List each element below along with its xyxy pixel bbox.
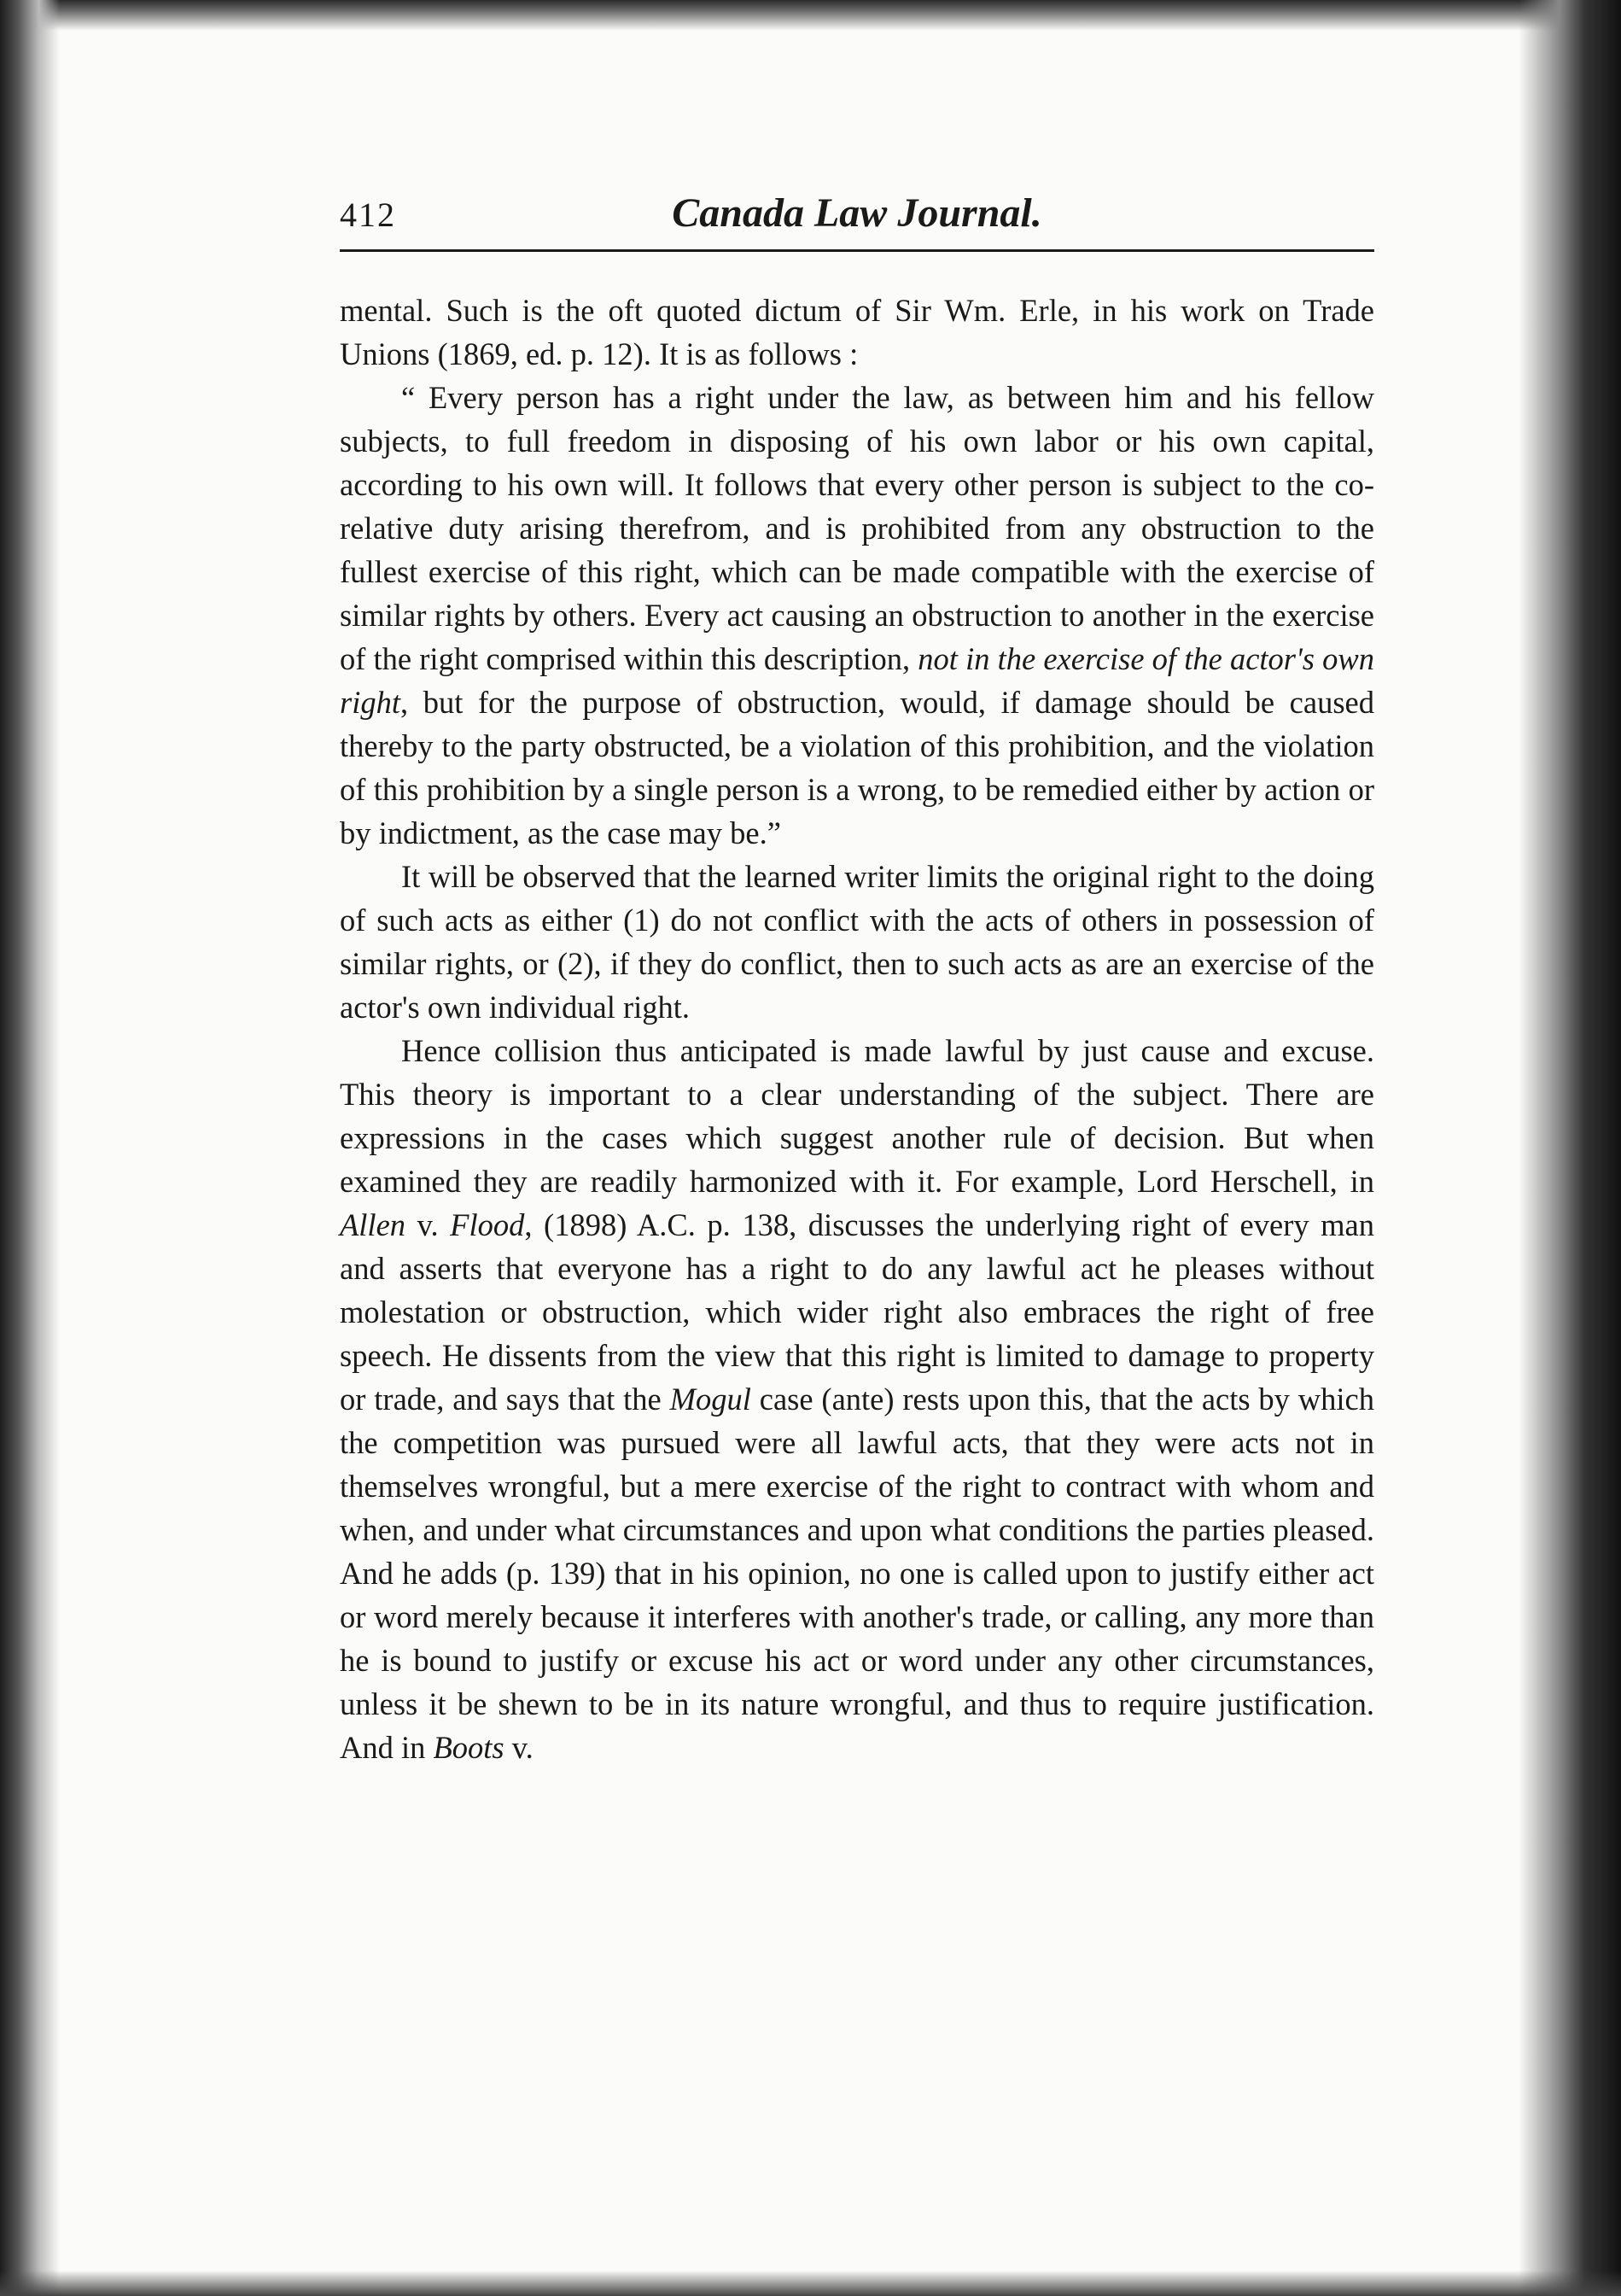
italic-run: Allen [340,1207,406,1242]
italic-run: Mogul [669,1382,751,1417]
paragraph [340,376,1374,855]
text-run: , but for the purpose of obstruction, would, if damage should be caused thereby to the party obstructed, be a violation of this prohibition, and the violation of this prohibition by a single person is a wrong, to be remedied either by action or by indictment, as the case may be.” [340,685,1374,850]
text-run: mental. Such is the oft quoted dictum of Sir Wm. Erle, in his work on Trade Unions (1869, ed. p. 12). It is as follows : [340,293,1374,371]
header-rule [340,249,1374,252]
page-header [340,190,1374,249]
scan-edge-bottom [0,2270,1621,2296]
italic-run: not in the exercise of the actor's own right [340,641,1374,720]
scan-edge-right [1519,0,1621,2296]
text-run: v. [504,1730,534,1765]
body-text [340,289,1374,1769]
running-title: Canada Law Journal. [672,190,1042,236]
page-number: 412 [340,196,396,234]
paragraph [340,1029,1374,1769]
paragraph [340,855,1374,1029]
text-run: v. [405,1207,451,1242]
text-run: Hence collision thus anticipated is made lawful by just cause and excuse. This theory is important to a clear understanding of the subject. There are expressions in the cases which suggest another rule of decision. But when examined they are readily harmonized with it. For example, Lord Herschell, in [340,1033,1374,1199]
text-run: “ Every person has a right under the law, as between him and his fellow subjects, to full freedom in disposing of his own labor or his own capital, according to his own will. It follows that every other person is subject to the co-relative duty arising therefrom, and is prohibited from any obstruction to the fullest exercise of this right, which can be made compatible with the exercise of similar rights by others. Every act causing an obstruction to another in the exercise of the right comprised within this description, [340,380,1374,676]
text-run: case (ante) rests upon this, that the acts by which the competition was pursued were all lawful acts, that they were acts not in themselves wrongful, but a mere exercise of the right to contract with whom and when, and under what circumstances and upon what conditions the parties pleased. And he adds (p. 139) that in his opinion, no one is called upon to justify either act or word merely because it interferes with another's trade, or calling, any more than he is bound to justify or excuse his act or word under any other circumstances, unless it be shewn to be in its nature wrongful, and thus to require justification. And in [340,1382,1374,1765]
scan-edge-top [0,0,1621,31]
text-run: , (1898) A.C. p. 138, discusses the underlying right of every man and asserts that everyone has a right to do any lawful act he pleases without molestation or obstruction, which wider right also embraces the right of free speech. He dissents from the view that this right is limited to damage to property or trade, and says that the [340,1207,1374,1417]
italic-run: Boots [433,1730,504,1765]
italic-run: Flood [450,1207,525,1242]
scan-edge-left [0,0,60,2296]
text-run: It will be observed that the learned writer limits the original right to the doing of such acts as either (1) do not conflict with the acts of others in possession of similar rights, or (2), if they do conflict, then to such acts as are an exercise of the actor's own individual right. [340,859,1374,1025]
paragraph [340,289,1374,376]
